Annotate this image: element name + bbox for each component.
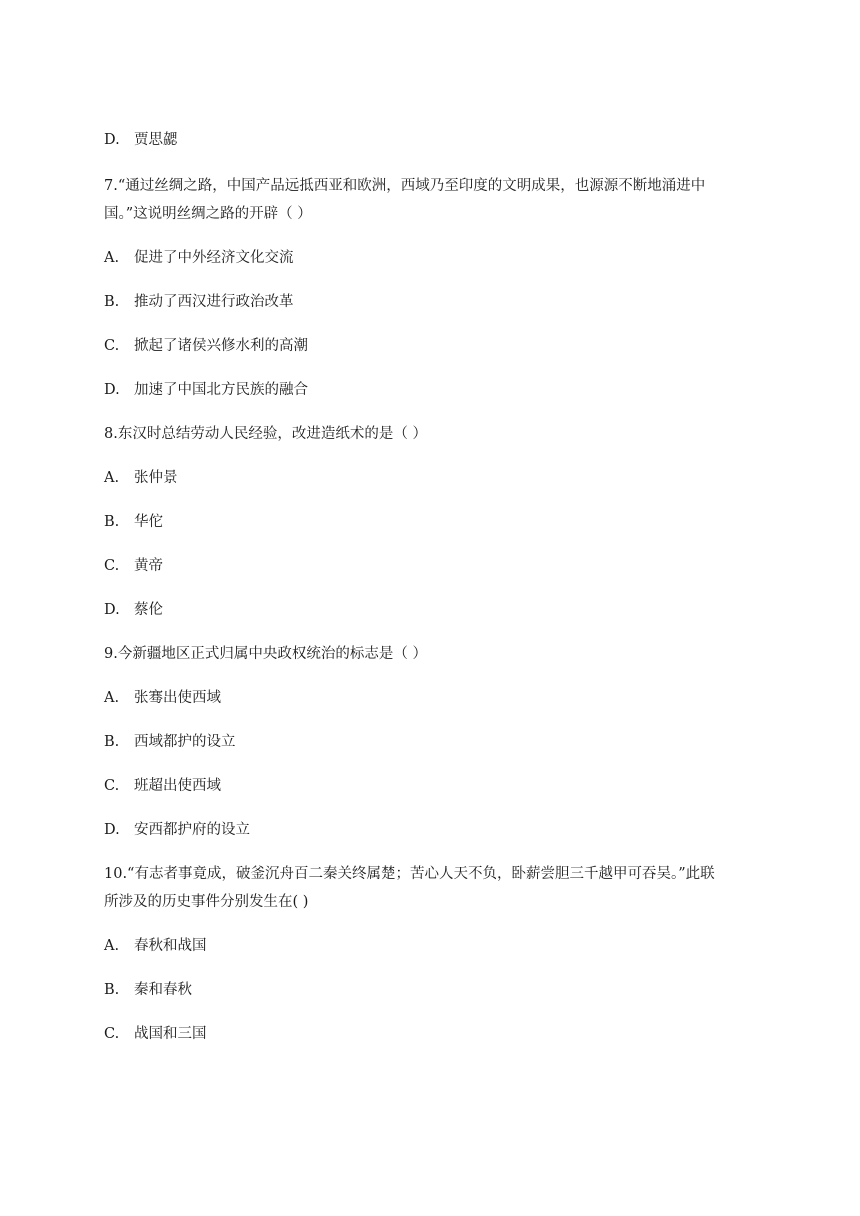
option-letter: D. bbox=[104, 382, 120, 398]
option-b-q10 bbox=[104, 980, 192, 1000]
option-letter: D. bbox=[104, 132, 120, 148]
option-d-q7 bbox=[104, 380, 308, 400]
option-a-q9 bbox=[104, 688, 221, 708]
option-a-q10 bbox=[104, 936, 207, 956]
option-text: 掀起了诸侯兴修水利的高潮 bbox=[134, 338, 308, 354]
option-c-q8 bbox=[104, 556, 163, 576]
question-7-line-1: 7.“通过丝绸之路，中国产品远抵西亚和欧洲，西域乃至印度的文明成果，也源源不断地涌进中 bbox=[104, 178, 706, 194]
option-text: 黄帝 bbox=[134, 558, 163, 574]
option-b-q7 bbox=[104, 292, 294, 312]
option-letter: C. bbox=[104, 1026, 120, 1042]
option-letter: D. bbox=[104, 822, 120, 838]
option-b-q8 bbox=[104, 512, 163, 532]
option-a-q8 bbox=[104, 468, 178, 488]
question-9: 9.今新疆地区正式归属中央政权统治的标志是（ ） bbox=[104, 646, 427, 662]
question-7-line-2: 国。”这说明丝绸之路的开辟（ ） bbox=[104, 206, 312, 222]
question-10-line-1: 10.“有志者事竟成，破釜沉舟百二秦关终属楚；苦心人天不负，卧薪尝胆三千越甲可吞吴。”此联 bbox=[104, 866, 715, 882]
option-text: 蔡伦 bbox=[134, 602, 163, 618]
option-text: 张骞出使西域 bbox=[134, 690, 221, 706]
option-text: 促进了中外经济文化交流 bbox=[134, 250, 294, 266]
option-letter: C. bbox=[104, 558, 120, 574]
option-text: 推动了西汉进行政治改革 bbox=[134, 294, 294, 310]
option-letter: A. bbox=[104, 690, 120, 706]
option-letter: B. bbox=[104, 514, 120, 530]
option-letter: B. bbox=[104, 734, 120, 750]
option-b-q9 bbox=[104, 732, 236, 752]
option-d-q6 bbox=[104, 130, 178, 150]
option-letter: C. bbox=[104, 338, 120, 354]
option-letter: B. bbox=[104, 982, 120, 998]
option-a-q7 bbox=[104, 248, 294, 268]
option-c-q7 bbox=[104, 336, 308, 356]
option-text: 华佗 bbox=[134, 514, 163, 530]
option-text: 张仲景 bbox=[134, 470, 178, 486]
option-text: 春秋和战国 bbox=[134, 938, 207, 954]
option-letter: A. bbox=[104, 250, 120, 266]
option-text: 秦和春秋 bbox=[134, 982, 192, 998]
option-letter: D. bbox=[104, 602, 120, 618]
option-text: 加速了中国北方民族的融合 bbox=[134, 382, 308, 398]
option-text: 贾思勰 bbox=[134, 132, 178, 148]
question-10-line-2: 所涉及的历史事件分别发生在( ) bbox=[104, 894, 309, 910]
option-c-q10 bbox=[104, 1024, 207, 1044]
option-letter: B. bbox=[104, 294, 120, 310]
option-text: 西域都护的设立 bbox=[134, 734, 236, 750]
option-text: 战国和三国 bbox=[134, 1026, 207, 1042]
option-text: 班超出使西域 bbox=[134, 778, 221, 794]
option-letter: C. bbox=[104, 778, 120, 794]
option-d-q8 bbox=[104, 600, 163, 620]
option-text: 安西都护府的设立 bbox=[134, 822, 250, 838]
option-c-q9 bbox=[104, 776, 221, 796]
option-letter: A. bbox=[104, 938, 120, 954]
question-8: 8.东汉时总结劳动人民经验，改进造纸术的是（ ） bbox=[104, 426, 427, 442]
option-d-q9 bbox=[104, 820, 250, 840]
option-letter: A. bbox=[104, 470, 120, 486]
